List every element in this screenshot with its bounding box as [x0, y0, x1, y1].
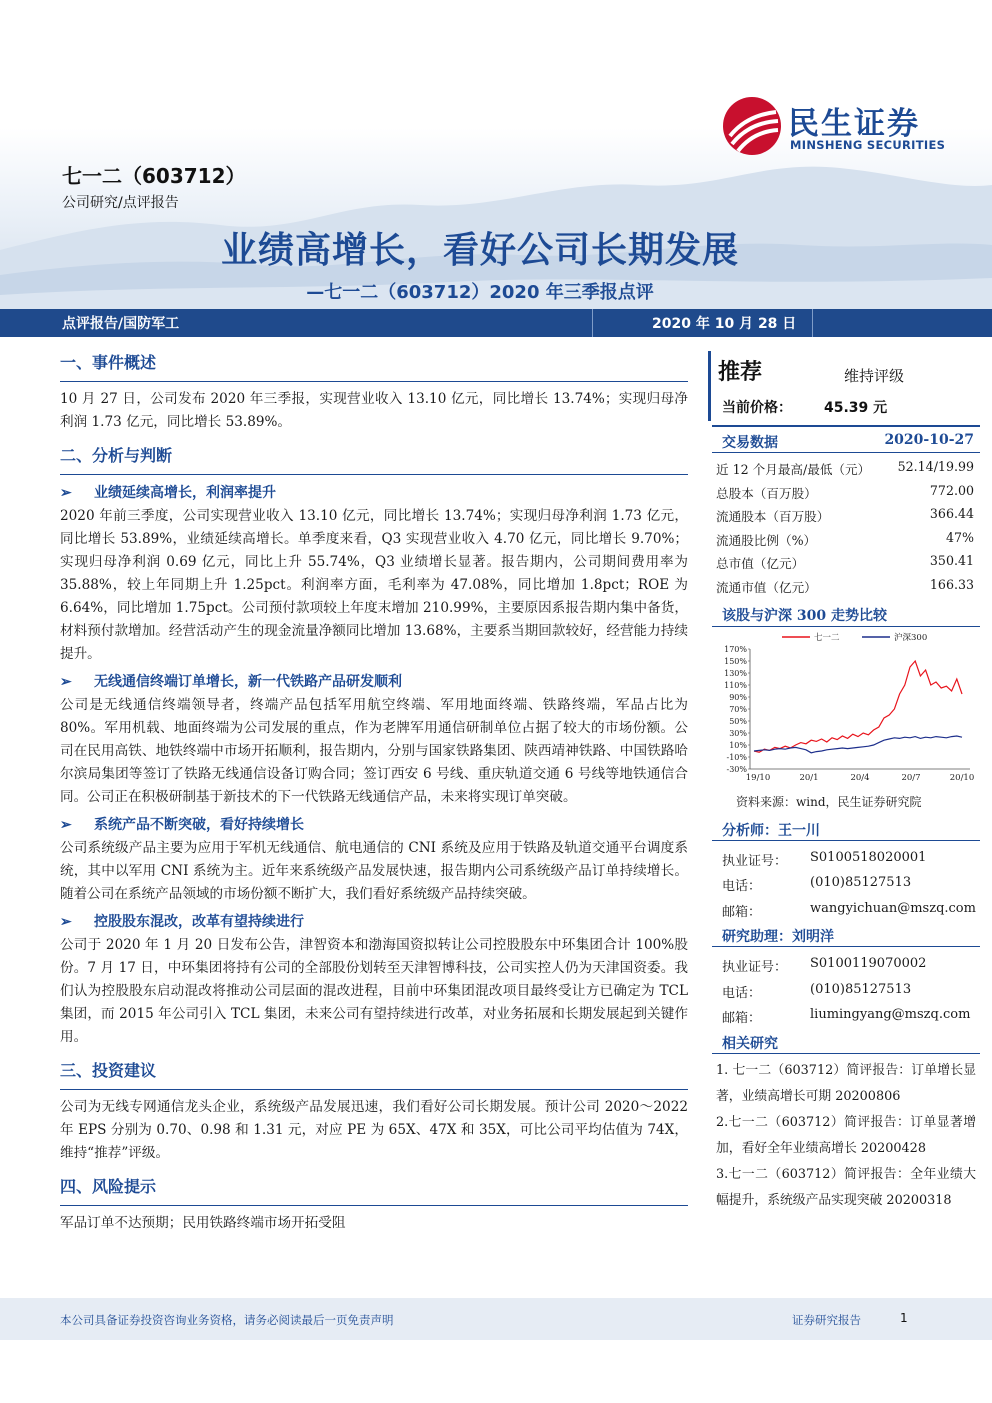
table-row — [712, 479, 980, 503]
related-item[interactable]: 1. 七一二（603712）简评报告：订单增长显著，业绩高增长可期 20200806 — [716, 1062, 976, 1104]
subsection-heading — [60, 910, 688, 934]
stock-name: 七一二（603712） — [62, 164, 246, 188]
trade-data-date: 2020-10-27 — [884, 432, 974, 448]
paragraph: 公司于 2020 年 1 月 20 日发布公告，津智资本和渤海国资拟转让公司控股股东中环集团合计 100%股份。7 月 17 日，中环集团将持有公司的全部股份划转至天津智博科技，公司实控人仍为天津国资委。我们认为控股股东启动混改将推动公司层面的混改进程，目前中环集团混改项目最终受让方已确定为 TCL 集团，而 2015 年公司引入 TCL 集团，未来公司有望持续进行改革，对业务拓展和长期发展起到关键作用。 — [60, 937, 688, 1045]
contact-label: 邮箱： — [722, 1011, 762, 1027]
chart-source: 资料来源：wind，民生证券研究院 — [736, 794, 922, 809]
section-title: 四、风险提示 — [60, 1177, 157, 1196]
row-label: 近 12 个月最高/最低（元） — [716, 462, 871, 477]
contact-row — [712, 977, 980, 1003]
row-label: 总市值（亿元） — [716, 556, 805, 572]
related-header — [712, 1028, 980, 1054]
trade-data-header — [712, 427, 980, 453]
row-label: 流通股比例（%） — [716, 532, 817, 548]
related-research-list — [712, 1054, 980, 1214]
section-title: 三、投资建议 — [60, 1061, 157, 1080]
y-tick-label: -30% — [726, 764, 747, 774]
analyst-contact — [712, 841, 980, 922]
contact-label: 邮箱： — [722, 904, 762, 920]
contact-label: 电话： — [722, 985, 762, 1001]
related-item[interactable]: 2.七一二（603712）简评报告：订单显著增加，看好全年业绩高增长 20200428 — [716, 1114, 976, 1156]
report-date: 2020 年 10 月 28 日 — [652, 316, 797, 332]
y-tick-label: 110% — [724, 680, 747, 690]
arrow-bullet-icon: ➢ — [60, 817, 72, 833]
band-divider — [592, 309, 593, 337]
contact-row — [712, 845, 980, 871]
subsection-heading — [60, 813, 688, 837]
related-item[interactable]: 3.七一二（603712）简评报告：全年业绩大幅提升，系统级产品实现突破 20200318 — [716, 1166, 976, 1208]
x-tick-label: 20/1 — [799, 772, 819, 783]
report-type: 公司研究/点评报告 — [62, 195, 179, 211]
section-divider — [60, 474, 688, 475]
page-subtitle: —七一二（603712）2020 年三季报点评 — [306, 282, 654, 303]
disclaimer-note: 本公司具备证券投资咨询业务资格，请务必阅读最后一页免责声明 — [60, 1313, 394, 1327]
section-title: 二、分析与判断 — [60, 446, 173, 465]
row-label: 流通股本（百万股） — [716, 509, 830, 525]
y-tick-label: -10% — [726, 752, 747, 762]
related-title: 相关研究 — [722, 1035, 778, 1052]
series-line — [754, 736, 962, 753]
paragraph: 公司是无线通信终端领导者，终端产品包括军用航空终端、军用地面终端、铁路终端，军品占比为 80%。军用机载、地面终端为公司发展的重点，作为老牌军用通信研制单位占据了较大的市场份额。公司在民用高铁、地铁终端中市场开拓顺利，报告期内，分别与国家铁路集团、陕西靖神铁路、中国铁路哈尔滨局集团等签订了铁路无线通信设备订购合同；签订西安 6 号线、重庆轨道交通 6 号线等地铁通信合同。公司正在积极研制基于新技术的下一代铁路无线通信产品，未来将实现订单突破。 — [60, 697, 688, 805]
subsection-heading — [60, 670, 688, 694]
trade-data-table — [712, 453, 980, 597]
y-tick-label: 130% — [724, 668, 747, 678]
row-label: 流通市值（亿元） — [716, 579, 817, 595]
price-label: 当前价格： — [722, 400, 792, 416]
x-tick-label: 20/7 — [901, 772, 921, 783]
page-footer — [0, 1298, 992, 1340]
price-value: 45.39 元 — [824, 400, 888, 416]
section-divider — [60, 1089, 688, 1090]
assistant-header — [712, 921, 980, 947]
paragraph: 军品订单不达预期；民用铁路终端市场开拓受阻 — [60, 1215, 346, 1231]
section-divider — [60, 1205, 688, 1206]
rating: 推荐 — [718, 360, 763, 385]
footer-label: 证券研究报告 — [792, 1313, 861, 1327]
x-tick-label: 20/4 — [850, 772, 870, 783]
table-row — [712, 502, 980, 526]
category-band — [0, 309, 992, 337]
contact-row — [712, 896, 980, 922]
contact-value: S0100518020001 — [810, 849, 927, 865]
contact-value: (010)85127513 — [810, 875, 912, 891]
row-value: 366.44 — [929, 506, 974, 522]
paragraph: 公司系统级产品主要为应用于军机无线通信、航电通信的 CNI 系统及应用于铁路及轨道交通平台调度系统，其中以军用 CNI 系统为主。近年来系统级产品发展快速，报告期内公司系统级产品订单持续增长。随着公司在系统产品领域的市场份额不断扩大，我们看好系统级产品持续突破。 — [60, 840, 688, 902]
x-tick-label: 19/10 — [745, 772, 771, 783]
row-value: 350.41 — [929, 553, 974, 569]
subsection-heading — [60, 481, 688, 505]
row-label: 总股本（百万股） — [716, 485, 817, 501]
main-content — [60, 345, 688, 1239]
assistant-contact — [712, 947, 980, 1028]
email-link[interactable]: wangyichuan@mszq.com — [810, 900, 976, 916]
legend-label: 七一二 — [814, 632, 840, 643]
assistant-title: 研究助理：刘明洋 — [722, 929, 834, 946]
accent-bar — [708, 351, 711, 421]
series-line — [754, 661, 962, 752]
contact-label: 电话： — [722, 879, 762, 895]
table-row — [712, 573, 980, 597]
contact-label: 执业证号： — [722, 853, 788, 869]
contact-row — [712, 870, 980, 896]
contact-value: (010)85127513 — [810, 981, 912, 997]
y-tick-label: 30% — [729, 728, 747, 738]
table-row — [712, 549, 980, 573]
company-logo — [722, 96, 962, 160]
arrow-bullet-icon: ➢ — [60, 674, 72, 690]
section-title: 一、事件概述 — [60, 353, 157, 372]
paragraph: 2020 年前三季度，公司实现营业收入 13.10 亿元，同比增长 13.74%；实现归母净利润 1.73 亿元，同比增长 53.89%，业绩延续高增长。单季度来看，Q3 实现营业收入 4.70 亿元，同比增长 9.70%；实现归母净利润 0.69 亿元，同比上升 55.74%，Q3 业绩增长显著。报告期内，公司期间费用率为 35.88%，较上年同期上升 1.25pct。利润率方面，毛利率为 47.08%，同比增加 1.8pct；ROE 为 6.64%，同比增加 1.75pct。公司预付款项较上年度末增加 210.99%，主要原因系报告期内集中备货，材料预付款增加。经营活动产生的现金流量净额同比增加 13.68%，主要系当期回款较好，经营能力持续提升。 — [60, 508, 688, 662]
rating-box — [712, 345, 980, 427]
contact-row — [712, 1002, 980, 1028]
report-category: 点评报告/国防军工 — [62, 316, 180, 332]
rating-status: 维持评级 — [844, 367, 905, 385]
band-divider — [812, 309, 813, 337]
subsection-label: 业绩延续高增长，利润率提升 — [94, 485, 276, 501]
contact-row — [712, 951, 980, 977]
analyst-title: 分析师：王一川 — [722, 822, 820, 839]
arrow-bullet-icon: ➢ — [60, 914, 72, 930]
row-value: 166.33 — [929, 576, 974, 592]
chart-title: 该股与沪深 300 走势比较 — [722, 607, 887, 624]
trade-data-title: 交易数据 — [722, 435, 778, 451]
row-value: 772.00 — [929, 482, 974, 498]
subsection-label: 无线通信终端订单增长，新一代铁路产品研发顺利 — [94, 674, 402, 690]
paragraph: 公司为无线专网通信龙头企业，系统级产品发展迅速，我们看好公司长期发展。预计公司 2020～2022 年 EPS 分别为 0.70、0.98 和 1.31 元，对应 PE 为 65X、47X 和 35X，可比公司平均估值为 74X，维持“推荐”评级。 — [60, 1099, 688, 1161]
email-link[interactable]: liumingyang@mszq.com — [810, 1007, 971, 1023]
subsection-label: 系统产品不断突破，看好持续增长 — [94, 817, 304, 833]
y-tick-label: 70% — [729, 704, 747, 714]
chart-header — [712, 601, 980, 627]
section-divider — [60, 381, 688, 382]
sidebar — [712, 345, 980, 1214]
subsection-label: 控股股东混改，改革有望持续进行 — [94, 914, 304, 930]
stock-chart — [712, 627, 980, 785]
contact-value: S0100119070002 — [810, 956, 927, 972]
analyst-header — [712, 815, 980, 841]
paragraph: 10 月 27 日，公司发布 2020 年三季报，实现营业收入 13.10 亿元，同比增长 13.74%；实现归母净利润 1.73 亿元，同比增长 53.89%。 — [60, 391, 688, 430]
minsheng-logo-icon — [722, 96, 782, 156]
y-tick-label: 150% — [724, 656, 747, 666]
contact-label: 执业证号： — [722, 960, 788, 976]
row-value: 52.14/19.99 — [897, 459, 974, 474]
logo-chinese-text: 民生证券 — [788, 106, 920, 142]
logo-english-text: MINSHENG SECURITIES — [790, 138, 946, 152]
chart-svg — [712, 627, 980, 785]
table-row — [712, 526, 980, 550]
arrow-bullet-icon: ➢ — [60, 485, 72, 501]
page-number: 1 — [900, 1311, 908, 1325]
x-tick-label: 20/10 — [949, 772, 975, 783]
y-tick-label: 10% — [729, 740, 747, 750]
y-tick-label: 50% — [729, 716, 747, 726]
legend-label: 沪深300 — [894, 632, 928, 643]
page-title: 业绩高增长，看好公司长期发展 — [220, 230, 739, 271]
table-row — [712, 455, 980, 479]
row-value: 47% — [946, 529, 974, 545]
y-tick-label: 170% — [724, 644, 747, 654]
y-tick-label: 90% — [729, 692, 747, 702]
